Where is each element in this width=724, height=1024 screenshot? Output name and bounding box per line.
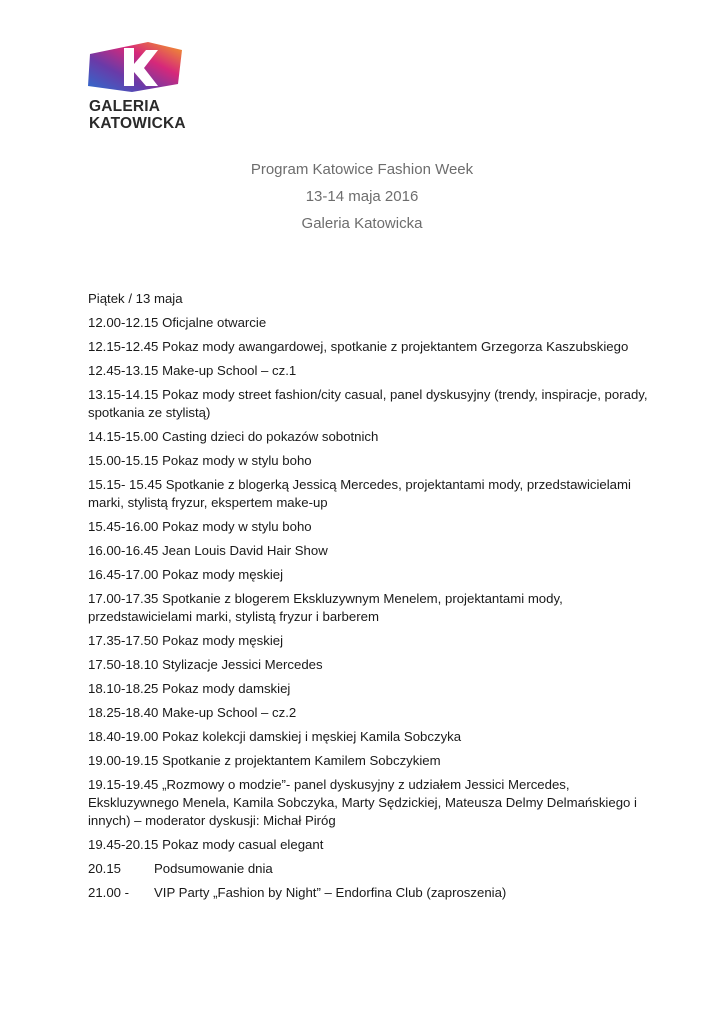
schedule-entry <box>88 656 648 674</box>
entry-time: 17.35-17.50 <box>88 633 159 648</box>
entry-time: 19.15-19.45 <box>88 777 159 792</box>
event-dates: 13-14 maja 2016 <box>305 188 419 205</box>
entry-description: Spotkanie z projektantem Kamilem Sobczykiem <box>162 753 441 768</box>
entry-time: 17.50-18.10 <box>88 657 159 672</box>
entry-description: Pokaz mody męskiej <box>162 633 284 648</box>
entry-description: Spotkanie z blogerem Ekskluzywnym Menelem, projektantami mody, przedstawicielami marki, stylistą fryzur i barberem <box>88 591 563 624</box>
entry-time: 12.45-13.15 <box>88 363 159 378</box>
entry-time: 14.15-15.00 <box>88 429 159 444</box>
schedule-entry <box>88 452 648 470</box>
schedule-entry <box>88 884 648 902</box>
entry-time: 12.15-12.45 <box>88 339 159 354</box>
entry-time: 19.00-19.15 <box>88 753 159 768</box>
entry-time: 15.15- 15.45 <box>88 477 163 492</box>
entry-description: Pokaz kolekcji damskiej i męskiej Kamila Sobczyka <box>162 729 462 744</box>
schedule-entry <box>88 728 648 746</box>
entry-description: Casting dzieci do pokazów sobotnich <box>162 429 379 444</box>
schedule-entry <box>88 428 648 446</box>
entry-time: 16.00-16.45 <box>88 543 159 558</box>
day-title: Piątek / 13 maja <box>88 291 183 306</box>
document-title: Program Katowice Fashion Week <box>250 161 474 178</box>
schedule-entry <box>88 314 648 332</box>
logo-wordmark <box>89 98 189 132</box>
schedule-entry <box>88 338 648 356</box>
entry-description: Pokaz mody damskiej <box>162 681 291 696</box>
entry-description: Jean Louis David Hair Show <box>162 543 328 558</box>
entry-description: Pokaz mody casual elegant <box>162 837 324 852</box>
entry-time: 17.00-17.35 <box>88 591 159 606</box>
entry-time: 19.45-20.15 <box>88 837 159 852</box>
schedule-entry <box>88 632 648 650</box>
entry-description: Pokaz mody męskiej <box>162 567 284 582</box>
entry-description: Pokaz mody street fashion/city casual, panel dyskusyjny (trendy, inspiracje, porady, spotkania ze stylistą) <box>88 387 648 420</box>
schedule-entry <box>88 860 648 878</box>
event-venue: Galeria Katowicka <box>301 215 423 232</box>
logo-line-2: KATOWICKA <box>89 115 186 132</box>
schedule-entry <box>88 836 648 854</box>
entry-description: Pokaz mody awangardowej, spotkanie z projektantem Grzegorza Kaszubskiego <box>162 339 629 354</box>
entry-time: 20.15 <box>88 861 122 876</box>
entry-time: 16.45-17.00 <box>88 567 159 582</box>
schedule <box>88 290 648 908</box>
entry-time: 15.00-15.15 <box>88 453 159 468</box>
schedule-entry <box>88 518 648 536</box>
entry-description: Podsumowanie dnia <box>154 861 273 876</box>
entry-time: 15.45-16.00 <box>88 519 159 534</box>
entry-time: 18.10-18.25 <box>88 681 159 696</box>
entry-time: 18.40-19.00 <box>88 729 159 744</box>
schedule-entry <box>88 680 648 698</box>
entry-description: Stylizacje Jessici Mercedes <box>162 657 323 672</box>
entry-time: 13.15-14.15 <box>88 387 159 402</box>
entry-description: „Rozmowy o modzie”- panel dyskusyjny z udziałem Jessici Mercedes, Ekskluzywnego Menela, Kamila Sobczyka, Marty Sędzickiej, Mateusza Delmy Delmańskiego i innych) – moderator dyskusji: Michał Piróg <box>88 777 637 828</box>
entry-time: 18.25-18.40 <box>88 705 159 720</box>
entry-description: Make-up School – cz.2 <box>162 705 297 720</box>
schedule-entry <box>88 704 648 722</box>
entry-time: 21.00 - <box>88 885 130 900</box>
galeria-katowicka-logo <box>86 40 186 134</box>
schedule-entry <box>88 566 648 584</box>
schedule-entries <box>88 314 648 902</box>
entry-description: Make-up School – cz.1 <box>162 363 297 378</box>
schedule-entry <box>88 590 648 626</box>
logo-mark-icon <box>86 40 186 96</box>
entry-description: Oficjalne otwarcie <box>162 315 267 330</box>
schedule-entry <box>88 752 648 770</box>
schedule-entry <box>88 476 648 512</box>
entry-description: VIP Party „Fashion by Night” – Endorfina Club (zaproszenia) <box>154 885 507 900</box>
entry-description: Pokaz mody w stylu boho <box>162 453 312 468</box>
document-header <box>0 156 724 237</box>
schedule-entry <box>88 362 648 380</box>
entry-description: Pokaz mody w stylu boho <box>162 519 312 534</box>
schedule-entry <box>88 776 648 830</box>
schedule-entry <box>88 386 648 422</box>
entry-description: Spotkanie z blogerką Jessicą Mercedes, projektantami mody, przedstawicielami marki, stylistą fryzur, ekspertem make-up <box>88 477 631 510</box>
schedule-entry <box>88 542 648 560</box>
logo-line-1: GALERIA <box>89 98 161 115</box>
entry-time: 12.00-12.15 <box>88 315 159 330</box>
